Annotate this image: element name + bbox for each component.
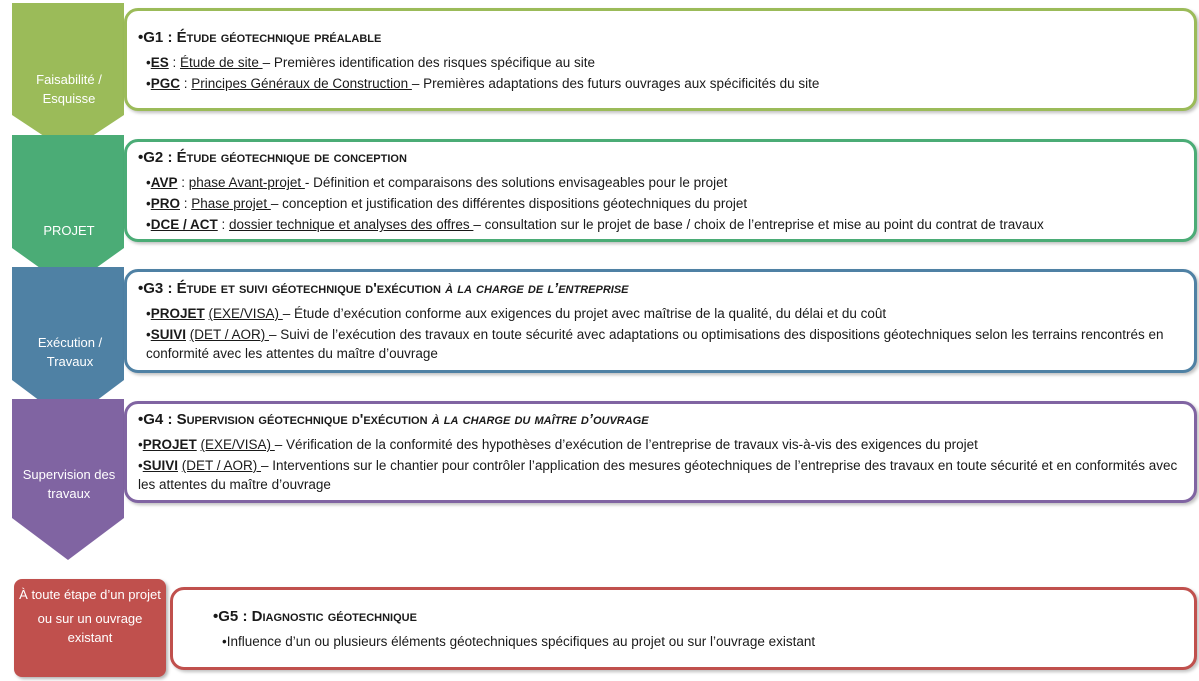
phase-label-projet: PROJET — [43, 223, 95, 238]
mission-title-g1: •G1 : Étude géotechnique préalable — [138, 29, 382, 46]
phase-label-g5 — [14, 579, 166, 677]
mission-title-g2: •G2 : Étude géotechnique de conception — [138, 149, 407, 166]
list-item: •PGC : Principes Généraux de Construction – Premières adaptations des futurs ouvrages aux spécificités du site — [146, 76, 820, 91]
phase-label-execution: Exécution / Travaux — [37, 335, 103, 369]
mission-title-g4: •G4 : Supervision géotechnique d'exécution à la charge du maître d’ouvrage — [138, 411, 649, 428]
chevron-g2 — [12, 135, 124, 288]
phase-label-supervision: Supervision des travaux — [22, 467, 116, 501]
list-item: •DCE / ACT : dossier technique et analyses des offres – consultation sur le projet de base / choix de l’entreprise et mise au point du contrat de travaux — [146, 217, 1044, 232]
list-item: •PROJET (EXE/VISA) – Vérification de la conformité des hypothèses d’exécution de l’entreprise de travaux vis-à-vis des exigences du projet — [138, 437, 978, 452]
g5-label-line1: À toute étape d’un projet — [19, 587, 161, 602]
list-item: •Influence d’un ou plusieurs éléments géotechniques spécifiques au projet ou sur l’ouvrage existant — [222, 634, 816, 649]
list-item: •ES : Étude de site – Premières identification des risques spécifique au site — [146, 55, 596, 70]
list-item: •SUIVI (DET / AOR) – Interventions sur le chantier pour contrôler l’application des mesures géotechniques de l’entreprise des travaux en toute sécurité et en conformités avec les attentes du maître d’ouvrage — [138, 458, 1178, 492]
list-item: •AVP : phase Avant-projet - Définition et comparaisons des solutions envisageables pour le projet — [146, 175, 728, 190]
mission-title-g3: •G3 : Étude et suivi géotechnique d'exécution à la charge de l’entreprise — [138, 280, 629, 297]
phase-label-faisabilite: Faisabilité / Esquisse — [36, 72, 102, 106]
list-item: •PROJET (EXE/VISA) – Étude d’exécution conforme aux exigences du projet avec maîtrise de la qualité, du délai et du coût — [146, 306, 887, 321]
g5-label-line2: ou sur un ouvrage existant — [37, 611, 143, 645]
list-item: •PRO : Phase projet – conception et justification des différentes dispositions géotechniques du projet — [146, 196, 748, 211]
mission-box-g5 — [170, 587, 1197, 670]
list-item: •SUIVI (DET / AOR) – Suivi de l’exécution des travaux en toute sécurité avec adaptations ou optimisations des dispositions géotechniques selon les terrains rencontrés en conformité avec les attentes du maître d’ouvrage — [146, 327, 1164, 361]
mission-title-g5: •G5 : Diagnostic géotechnique — [213, 608, 417, 625]
